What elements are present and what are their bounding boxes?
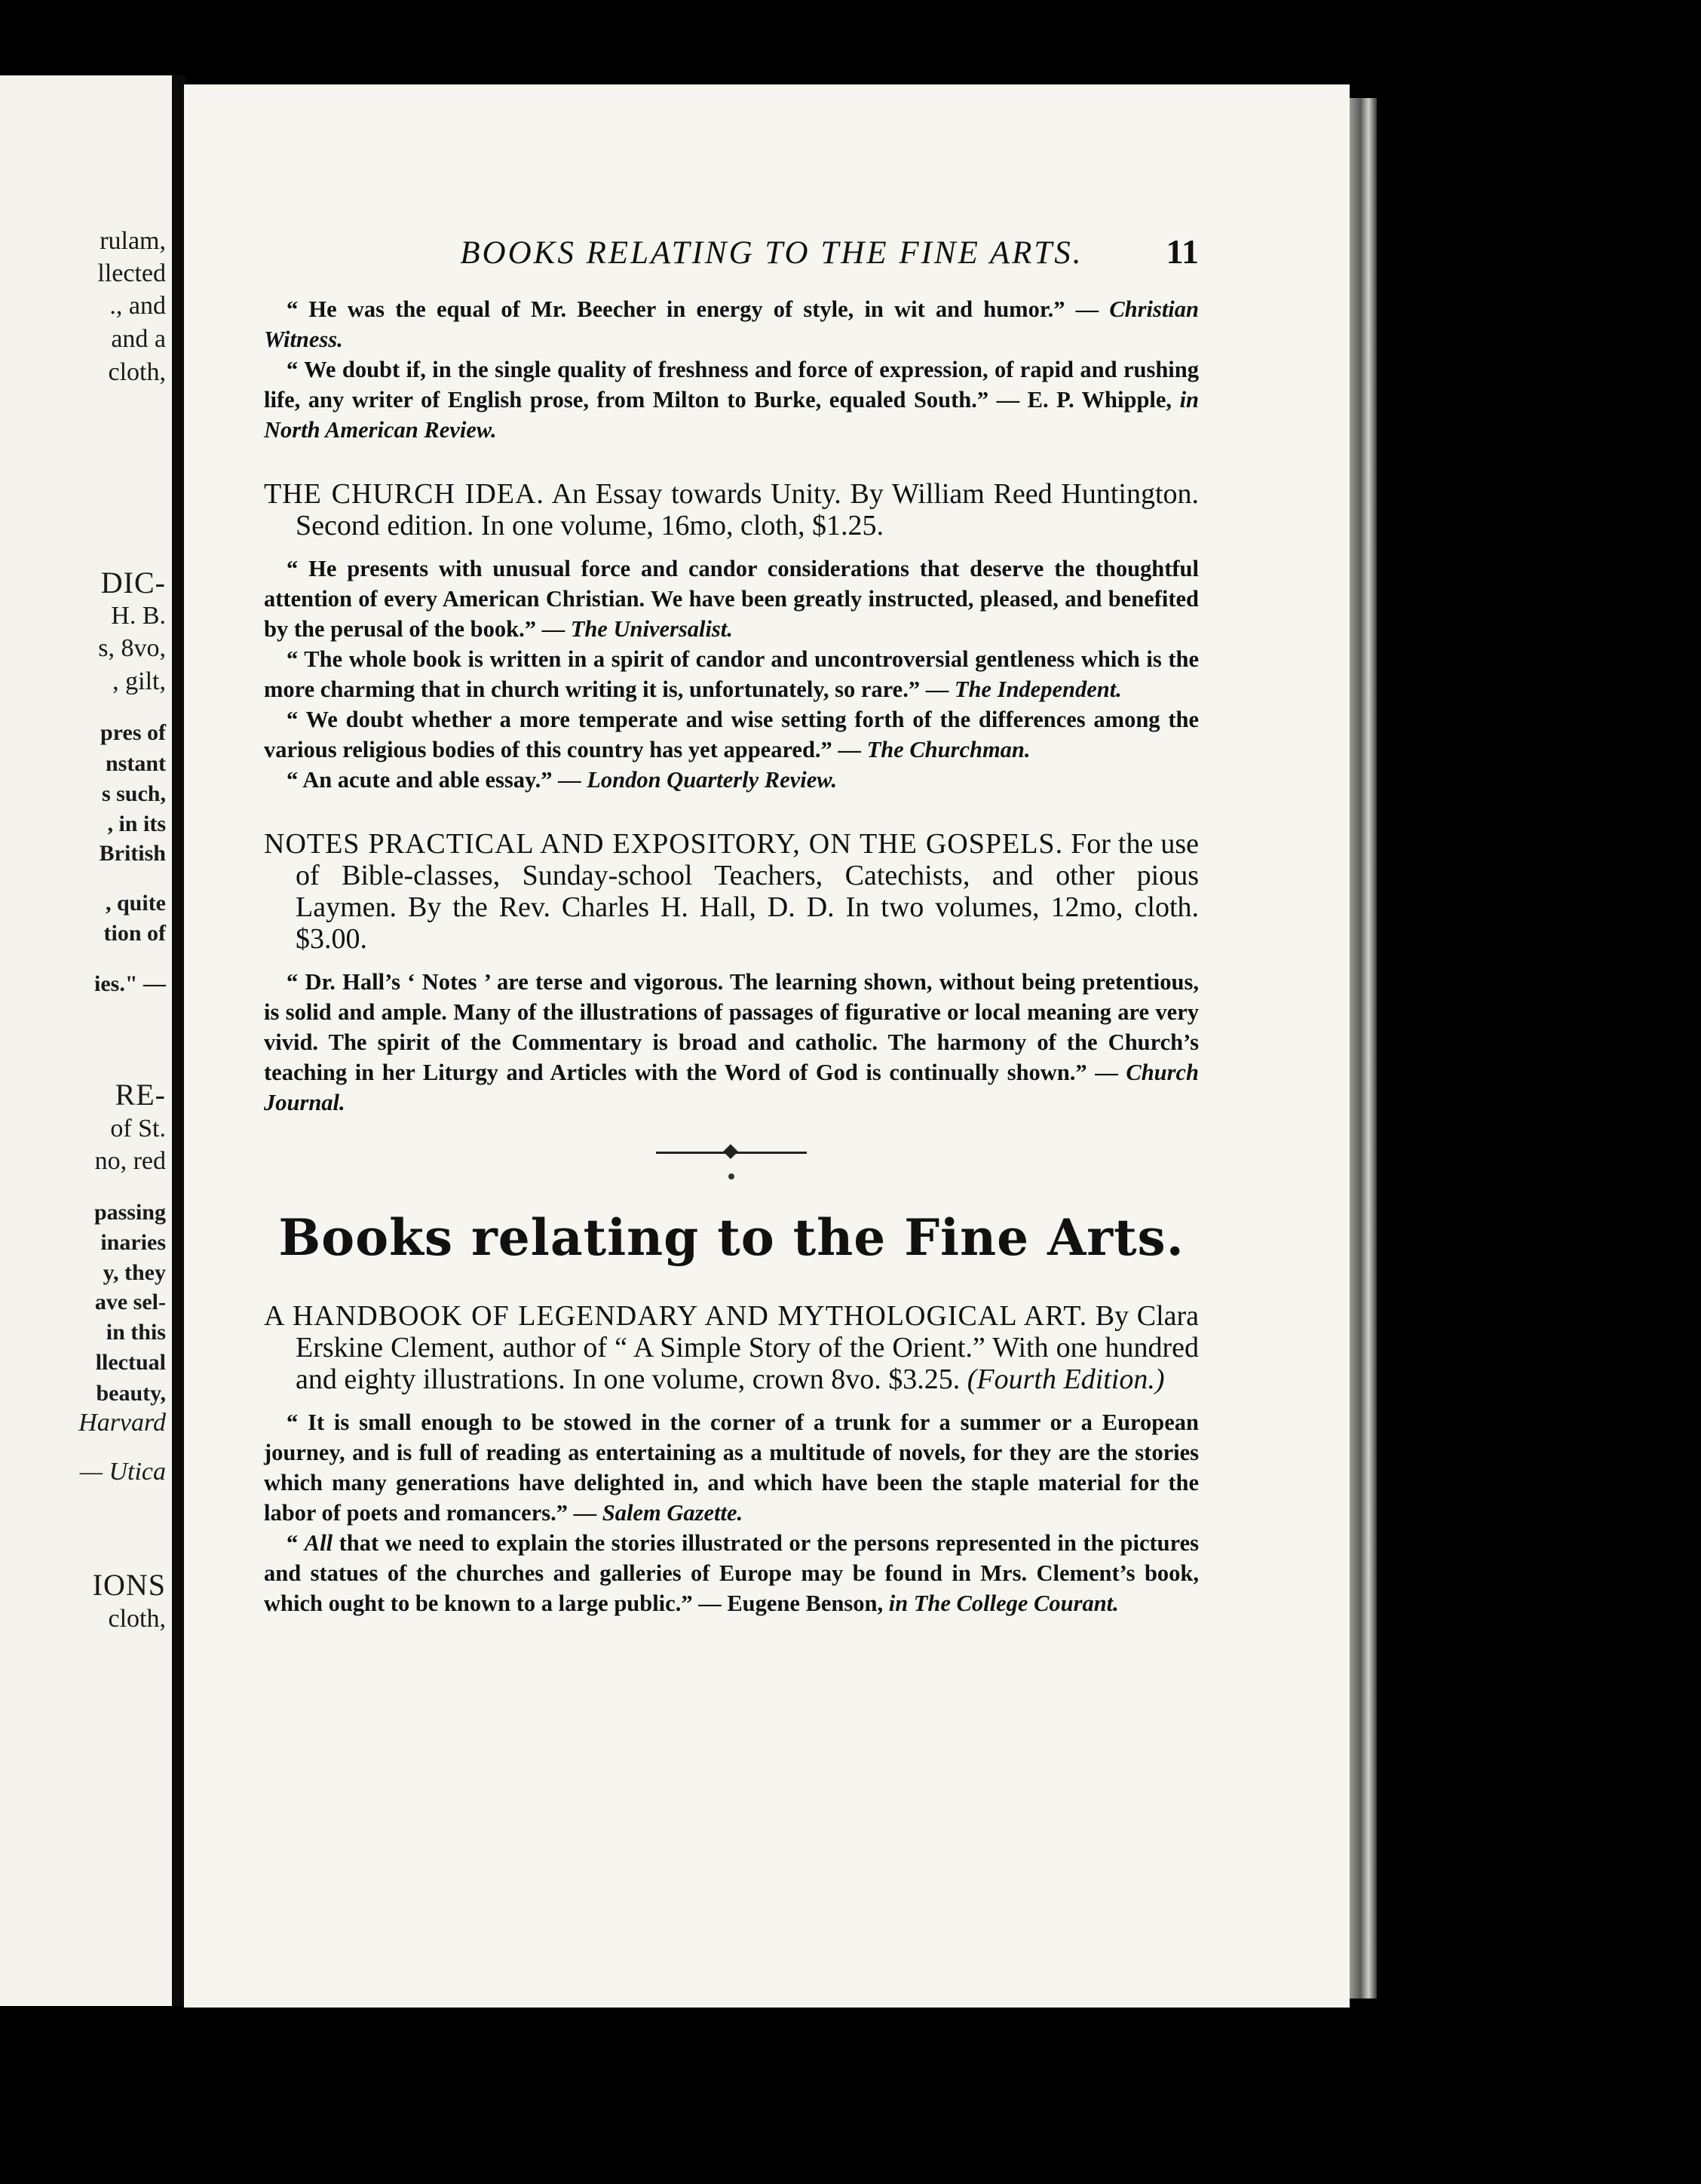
previous-page-text: nstant bbox=[105, 751, 166, 776]
previous-page-text: beauty, bbox=[96, 1381, 166, 1406]
previous-page-text: in this bbox=[106, 1320, 166, 1345]
previous-page-text: Harvard bbox=[78, 1409, 166, 1437]
review-quote: “ All that we need to explain the stories illustrated or the persons represented in the pictures and statues of the churches and galleries of Europe may be found in Mrs. Clement’s book, which ought to be known to a large public.” — Eugene Benson, in The College Courant. bbox=[264, 1530, 1199, 1616]
previous-page-text: ., and bbox=[109, 292, 166, 320]
ornamental-rule bbox=[264, 1145, 1199, 1160]
review-quote: “ It is small enough to be stowed in the corner of a trunk for a summer or a European journey, and is full of reading as entertaining as a multitude of novels, for they are the stories which many generations have delighted in, and which have been the staple material for the labor of poets and romancers.” — Salem Gazette. bbox=[264, 1409, 1199, 1526]
previous-page-text: s, 8vo, bbox=[98, 634, 166, 662]
previous-page-text: ave sel- bbox=[94, 1290, 166, 1314]
page-number: 11 bbox=[1166, 232, 1199, 271]
book-entry-title: THE CHURCH IDEA. An Essay towards Unity. By William Reed Huntington. Second edition. In one volume, 16mo, cloth, $1.25. bbox=[264, 478, 1199, 541]
previous-page-text: llected bbox=[97, 259, 166, 287]
previous-page-text: tion of bbox=[103, 921, 166, 946]
section-heading: Books relating to the Fine Arts. bbox=[278, 1208, 1185, 1267]
previous-page-text: and a bbox=[111, 325, 166, 353]
previous-page-text: cloth, bbox=[108, 1605, 166, 1633]
review-quote: “ He presents with unusual force and candor considerations that deserve the thoughtful attention of every American Christian. We have been greatly instructed, pleased, and benefited by the perusal of the book.” — The Universalist. bbox=[264, 556, 1199, 642]
review-quote: “ An acute and able essay.” — London Quarterly Review. bbox=[287, 767, 838, 793]
previous-page-text: cloth, bbox=[108, 358, 166, 386]
page-edge bbox=[1350, 98, 1377, 1998]
book-page bbox=[184, 84, 1350, 2008]
previous-page-text: RE- bbox=[115, 1078, 166, 1112]
review-quote: “ The whole book is written in a spirit of candor and uncontroversial gentleness which is the more charming that in church writing it is, unfortunately, so rare.” — The Independent. bbox=[264, 646, 1199, 702]
previous-page-text: pres of bbox=[100, 720, 166, 745]
book-entry-title: A HANDBOOK OF LEGENDARY AND MYTHOLOGICAL ART. By Clara Erskine Clement, author of “ A Simple Story of the Orient.” With one hundred and eighty illustrations. In one volume, crown 8vo. $3.25. (Fourth Edition.) bbox=[264, 1300, 1200, 1395]
previous-page-text: ies." — bbox=[94, 971, 166, 996]
previous-page-text: , in its bbox=[107, 811, 166, 836]
review-quote: “ We doubt if, in the single quality of freshness and force of expression, of rapid and rushing life, any writer of English prose, from Milton to Burke, equaled South.” — E. P. Whipple, in North American Review. bbox=[264, 357, 1199, 443]
previous-page-text: y, they bbox=[103, 1260, 166, 1285]
previous-page-text: British bbox=[99, 841, 166, 866]
page-content bbox=[264, 232, 1199, 1618]
previous-page-text: rulam, bbox=[100, 227, 166, 255]
previous-page-text: no, red bbox=[94, 1147, 166, 1175]
previous-page-text: DIC- bbox=[100, 566, 166, 600]
previous-page-fragment bbox=[0, 75, 172, 2006]
previous-page-text: — Utica bbox=[79, 1458, 166, 1486]
previous-page-text: passing bbox=[93, 1200, 166, 1225]
review-quote: “ We doubt whether a more temperate and wise setting forth of the differences among the various religious bodies of this country has yet appeared.” — The Churchman. bbox=[264, 707, 1199, 762]
previous-page-text: , gilt, bbox=[112, 667, 166, 695]
previous-page-text: IONS bbox=[92, 1568, 166, 1602]
book-entry-title: NOTES PRACTICAL AND EXPOSITORY, ON THE GOSPELS. For the use of Bible-classes, Sunday-school Teachers, Catechists, and other pious Laymen. By the Rev. Charles H. Hall, D. D. In two volumes, 12mo, cloth. $3.00. bbox=[264, 828, 1200, 955]
review-quote: “ Dr. Hall’s ‘ Notes ’ are terse and vigorous. The learning shown, without being pretentious, is solid and ample. Many of the illustrations of passages of figurative or local meaning are very vivid. The spirit of the Commentary is broad and catholic. The harmony of the Church’s teaching in her Liturgy and Articles with the Word of God is continually shown.” — Church Journal. bbox=[264, 969, 1199, 1115]
running-head-title: BOOKS RELATING TO THE FINE ARTS. bbox=[460, 235, 1083, 271]
previous-page-text: s such, bbox=[101, 781, 166, 806]
running-head bbox=[264, 232, 1199, 271]
review-quote: “ He was the equal of Mr. Beecher in energy of style, in wit and humor.” — Christian Witness. bbox=[264, 296, 1199, 352]
previous-page-text: of St. bbox=[110, 1115, 166, 1143]
previous-page-text: llectual bbox=[95, 1350, 166, 1375]
previous-page-text: inaries bbox=[100, 1230, 166, 1255]
previous-page-text: , quite bbox=[105, 891, 166, 916]
previous-page-text: H. B. bbox=[111, 602, 166, 630]
